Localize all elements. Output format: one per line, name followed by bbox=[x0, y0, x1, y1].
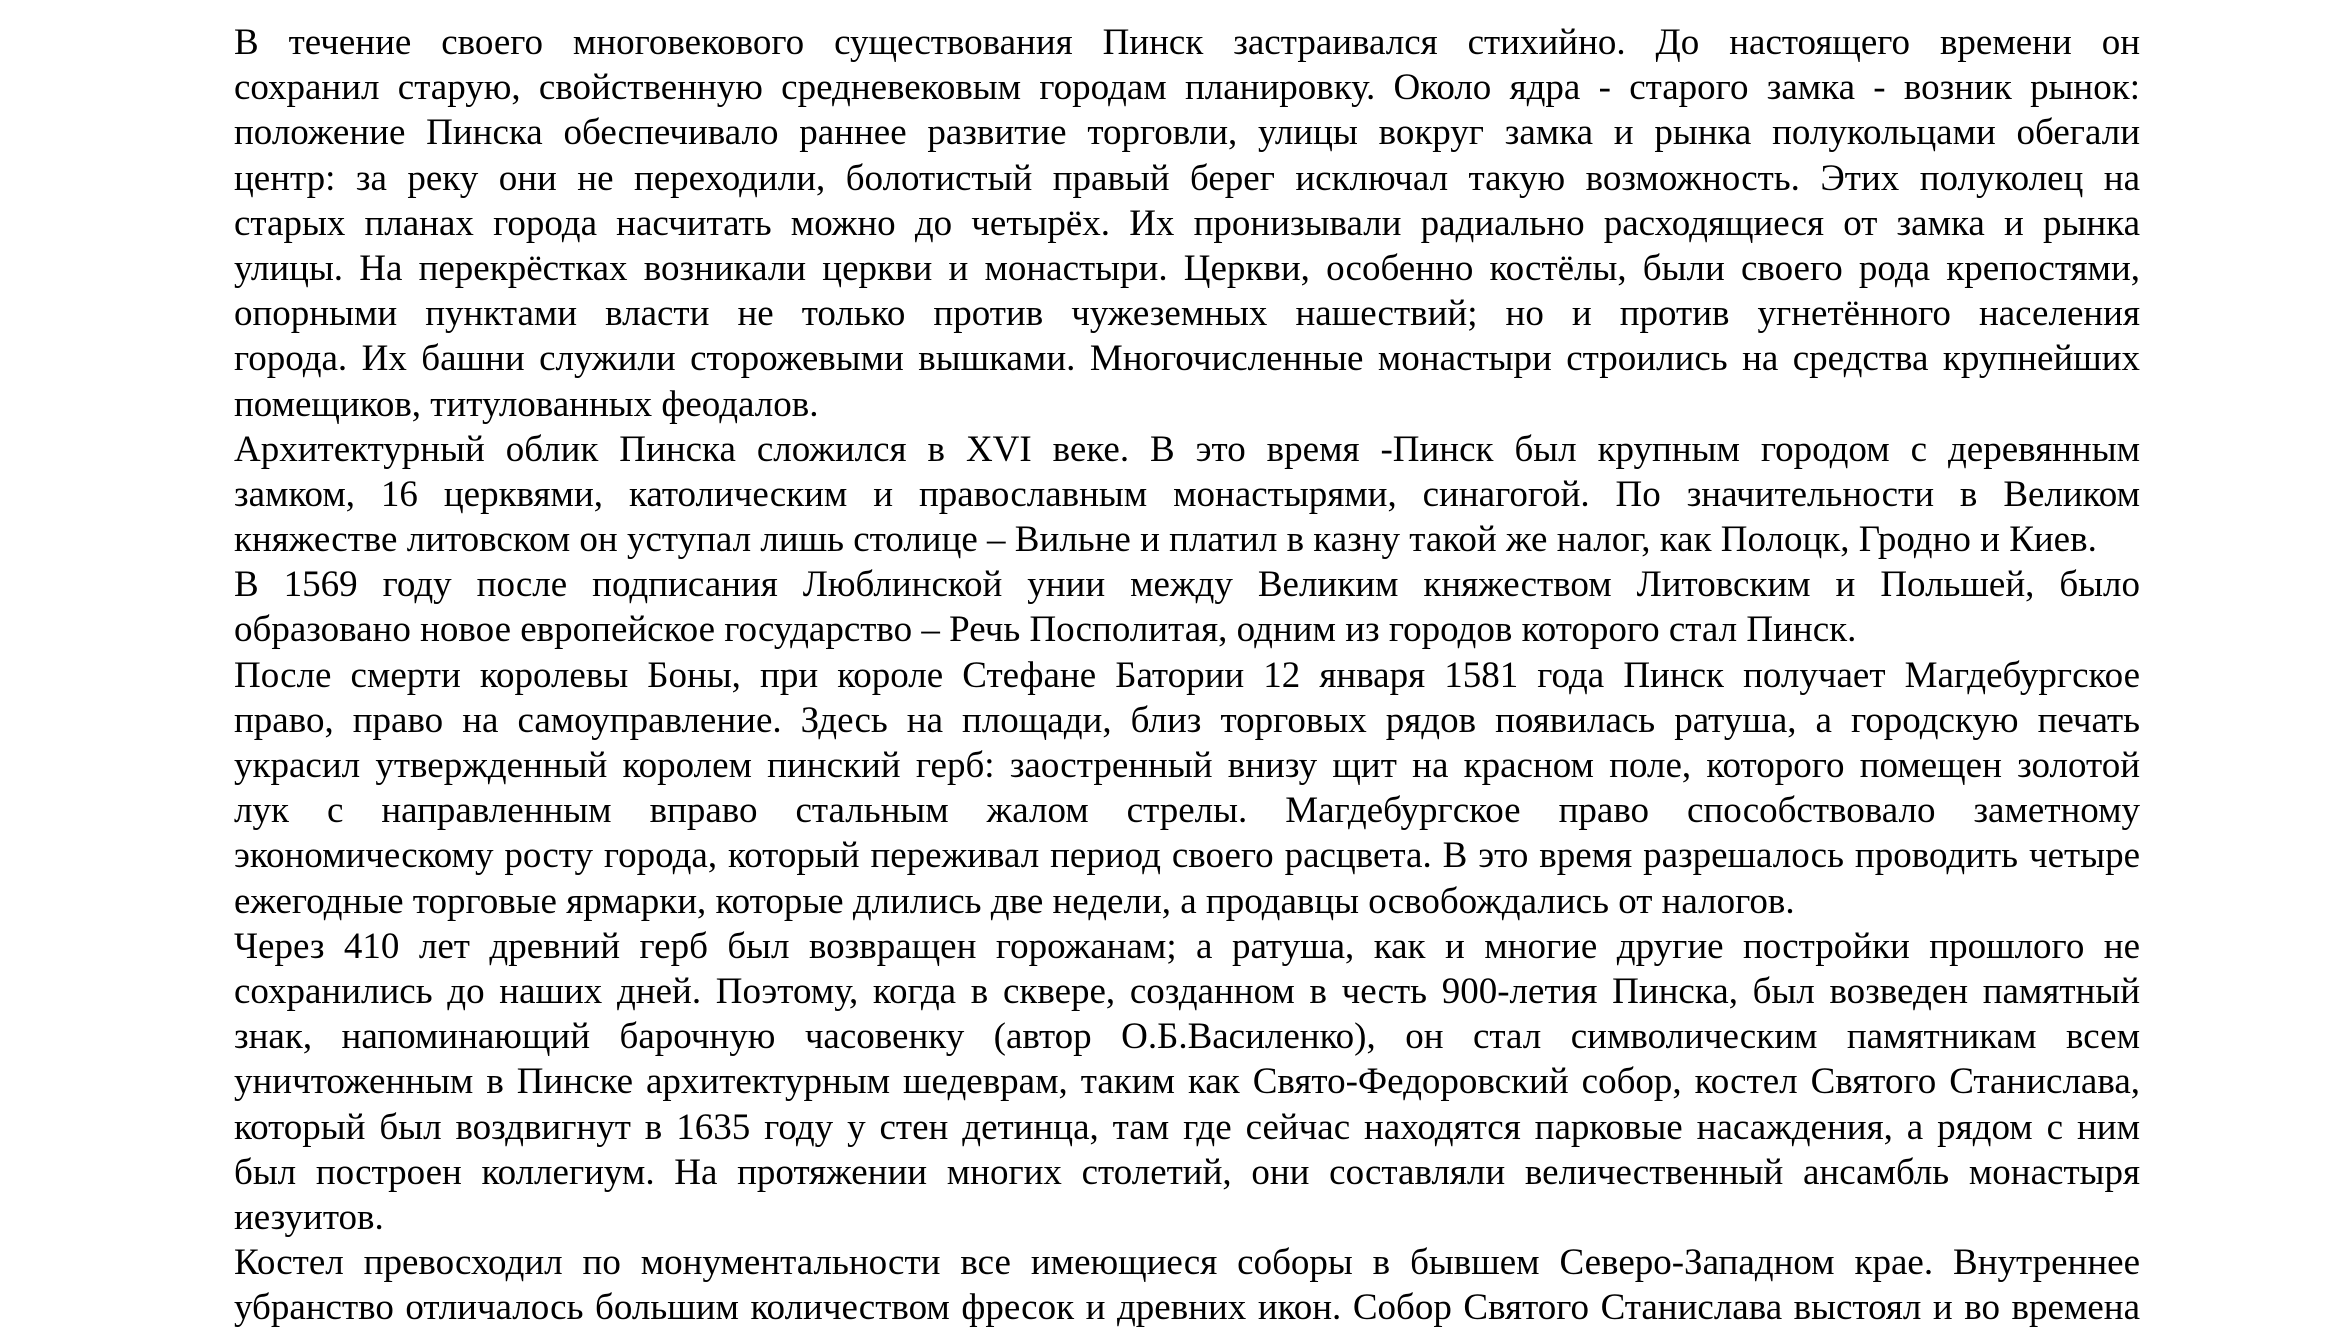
text-line: В 1569 году после подписания Люблинской унии между Великим княжеством Литовским и Польшей, было bbox=[234, 564, 2140, 606]
text-line: старых планах города насчитать можно до четырёх. Их пронизывали радиально расходящиеся от замка и рынка bbox=[234, 202, 2140, 244]
text-line: украсил утвержденный королем пинский герб: заостренный внизу щит на красном поле, которого помещен золотой bbox=[234, 745, 2140, 786]
text-line: знак, напоминающий барочную часовенку (автор О.Б.Василенко), он стал символическим памятникам всем bbox=[234, 1016, 2140, 1058]
text-line: сохранил старую, свойственную средневековым городам планировку. Около ядра - старого замка - возник рынок: bbox=[234, 67, 2140, 109]
paragraph-lublin-union bbox=[133, 562, 2140, 652]
text-line: уничтоженным в Пинске архитектурным шедеврам, таким как Свято-Федоровский собор, костел Святого Станислава, bbox=[234, 1061, 2140, 1103]
text-line: который был воздвигнут в 1635 году у стен детинца, там где сейчас находятся парковые насаждения, а рядом с ним bbox=[234, 1106, 2140, 1148]
text-line: Костел превосходил по монументальности все имеющиеся соборы в бывшем Северо-Западном крае. Внутреннее bbox=[234, 1242, 2140, 1284]
text-line: замком, 16 церквями, католическим и православным монастырями, синагогой. По значительности в Великом bbox=[234, 473, 2140, 515]
text-line: экономическому росту города, который переживал период своего расцвета. В это время разрешалось проводить четыре bbox=[234, 835, 2140, 877]
text-line: положение Пинска обеспечивало раннее развитие торговли, улицы вокруг замка и рынка полукольцами обегали bbox=[234, 112, 2140, 154]
document-body bbox=[133, 20, 2140, 1330]
text-line: убранство отличалось большим количеством фресок и древних икон. Собор Святого Станислава выстоял и во времена bbox=[234, 1287, 2140, 1329]
text-line: иезуитов. bbox=[234, 1196, 384, 1238]
text-line: После смерти королевы Боны, при короле Стефане Батории 12 января 1581 года Пинск получает Магдебургское bbox=[234, 654, 2140, 696]
paragraph-town-planning bbox=[133, 20, 2140, 427]
text-line: улицы. На перекрёстках возникали церкви и монастыри. Церкви, особенно костёлы, были своего рода крепостями, bbox=[234, 247, 2140, 289]
text-line: В течение своего многовекового существования Пинск застраивался стихийно. До настоящего времени он bbox=[234, 22, 2140, 63]
paragraph-architecture-16th-century bbox=[133, 427, 2140, 563]
paragraph-coat-of-arms bbox=[133, 924, 2140, 1240]
text-line: лук с направленным вправо стальным жалом стрелы. Магдебургское право способствовало заметному bbox=[234, 790, 2140, 832]
text-line: был построен коллегиум. На протяжении многих столетий, они составляли величественный ансамбль монастыря bbox=[234, 1151, 2140, 1193]
text-line: помещиков, титулованных феодалов. bbox=[234, 383, 819, 425]
text-line: опорными пунктами власти не только против чужеземных нашествий; но и против угнетённого населения bbox=[234, 293, 2140, 335]
text-line: княжестве литовском он уступал лишь столице – Вильне и платил в казну такой же налог, как Полоцк, Гродно и Киев. bbox=[234, 519, 2097, 561]
text-line: сохранились до наших дней. Поэтому, когда в сквере, созданном в честь 900-летия Пинска, был возведен памятный bbox=[234, 970, 2140, 1012]
text-line: ежегодные торговые ярмарки, которые длились две недели, а продавцы освобождались от налогов. bbox=[234, 880, 1795, 922]
text-line: центр: за реку они не переходили, болотистый правый берег исключал такую возможность. Этих полуколец на bbox=[234, 157, 2140, 199]
text-line: образовано новое европейское государство – Речь Посполитая, одним из городов которого стал Пинск. bbox=[234, 609, 1857, 651]
paragraph-magdeburg-rights bbox=[133, 653, 2140, 924]
paragraph-church bbox=[133, 1240, 2140, 1330]
text-line: Через 410 лет древний герб был возвращен горожанам; а ратуша, как и многие другие постройки прошлого не bbox=[234, 925, 2140, 967]
text-line: Архитектурный облик Пинска сложился в XVI веке. В это время -Пинск был крупным городом с деревянным bbox=[234, 428, 2140, 470]
text-line: города. Их башни служили сторожевыми вышками. Многочисленные монастыри строились на средства крупнейших bbox=[234, 338, 2140, 380]
text-line: право, право на самоуправление. Здесь на площади, близ торговых рядов появилась ратуша, а городскую печать bbox=[234, 699, 2140, 741]
